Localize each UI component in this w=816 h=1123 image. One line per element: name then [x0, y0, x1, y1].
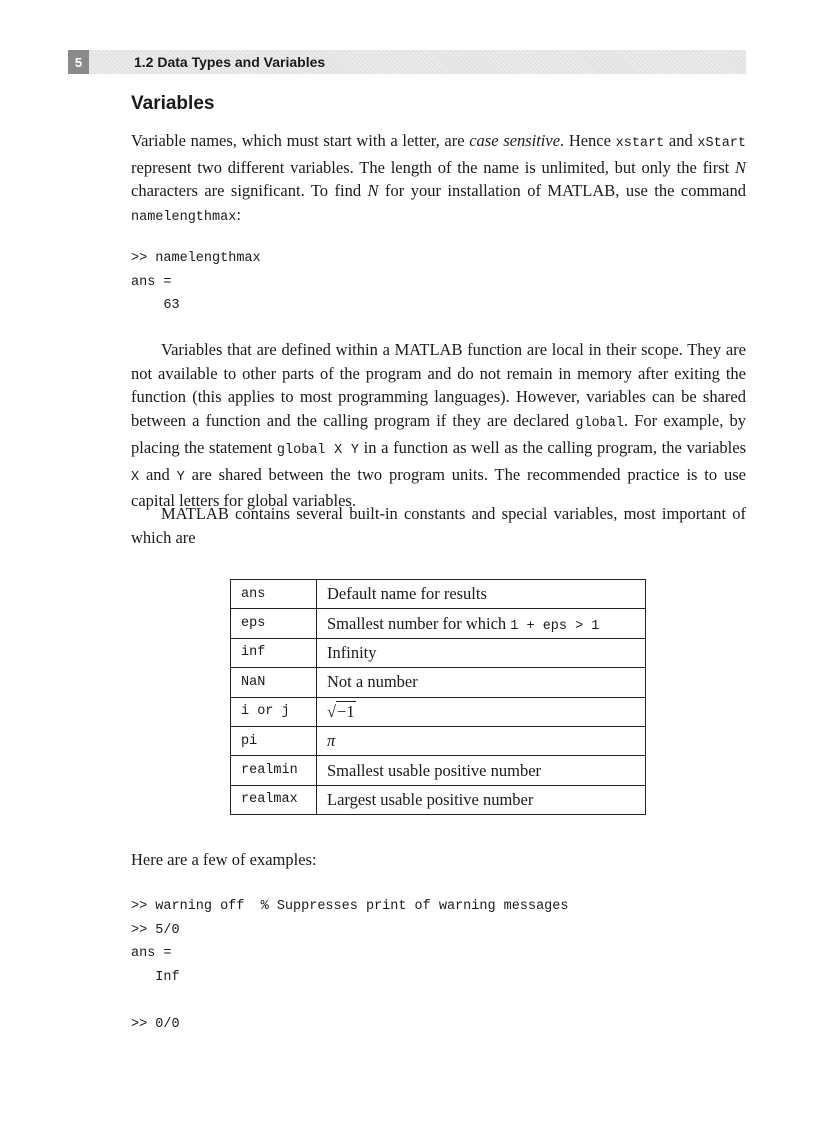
table-row — [231, 785, 646, 814]
constant-description: Smallest usable positive number — [317, 756, 646, 785]
constant-name: realmin — [231, 756, 317, 785]
constant-description: π — [317, 726, 646, 755]
table-row — [231, 638, 646, 667]
constant-description: Largest usable positive number — [317, 785, 646, 814]
table-row — [231, 668, 646, 697]
sqrt-sign: √ — [327, 701, 337, 721]
table-row — [231, 580, 646, 609]
code-block-namelengthmax — [131, 247, 261, 318]
code-line: ans = — [131, 946, 172, 961]
constant-description: Infinity — [317, 638, 646, 667]
constant-name: pi — [231, 726, 317, 755]
constant-description: Smallest number for which 1 + eps > 1 — [317, 609, 646, 638]
square-root-expression: √−1 — [327, 701, 355, 721]
section-title: 1.2 Data Types and Variables — [134, 54, 326, 70]
table-row — [231, 726, 646, 755]
constant-name: realmax — [231, 785, 317, 814]
constants-table — [230, 579, 646, 815]
page-number: 5 — [68, 50, 89, 74]
paragraph-constants-intro: MATLAB contains several built-in constants and special variables, most important of which are — [131, 504, 746, 547]
inline-code-xStart: xStart — [697, 136, 746, 151]
code-line: 63 — [131, 298, 180, 313]
paragraph-examples-intro: Here are a few of examples: — [131, 850, 317, 869]
table-row — [231, 609, 646, 638]
paragraph-local-global: Variables that are defined within a MATLAB function are local in their scope. They are not available to other parts of the program and do not remain in memory after exiting the function (this applies to most programming languages). However, variables can be shared between a function and the calling program if they are declared global. For example, by placing the statement global X Y in a function as well as the calling program, the variables X and Y are shared between the two program units. The recommended practice is to use capital letters for global variables. — [131, 340, 747, 511]
inline-code-namelengthmax: namelengthmax — [131, 210, 237, 226]
table-row — [231, 697, 646, 726]
code-line: >> 5/0 — [131, 922, 180, 938]
paragraph-variable-names: Variable names, which must start with a letter, are case sensitive. Hence xstart and xStart represent two different variables. The length of the name is unlimited, but only the first N characters are significant. To find N for your installation of MATLAB, use the command namelengthmax: — [131, 131, 746, 226]
constant-name: eps — [231, 609, 317, 638]
constant-description — [317, 697, 646, 726]
inline-code-global: global — [575, 416, 624, 432]
code-block-warning-examples — [131, 895, 568, 989]
code-line: Inf — [131, 969, 180, 985]
code-line: ans = — [131, 274, 172, 290]
inline-code-xstart: xstart — [615, 136, 665, 151]
constant-description: Default name for results — [317, 580, 646, 609]
constant-name: inf — [231, 638, 317, 667]
table-row — [231, 756, 646, 785]
code-line: >> namelengthmax — [131, 251, 261, 266]
constant-name: i or j — [231, 697, 317, 726]
constant-description: Not a number — [317, 668, 646, 697]
code-line: >> warning off % Suppresses print of warning messages — [131, 899, 569, 914]
subsection-title: Variables — [131, 93, 215, 114]
code-line: >> 0/0 — [131, 1017, 180, 1032]
constant-name: NaN — [231, 668, 317, 697]
code-block-zero-division — [131, 1013, 180, 1037]
constant-name: ans — [231, 580, 317, 609]
inline-code-global-x-y: global X Y — [276, 442, 359, 458]
